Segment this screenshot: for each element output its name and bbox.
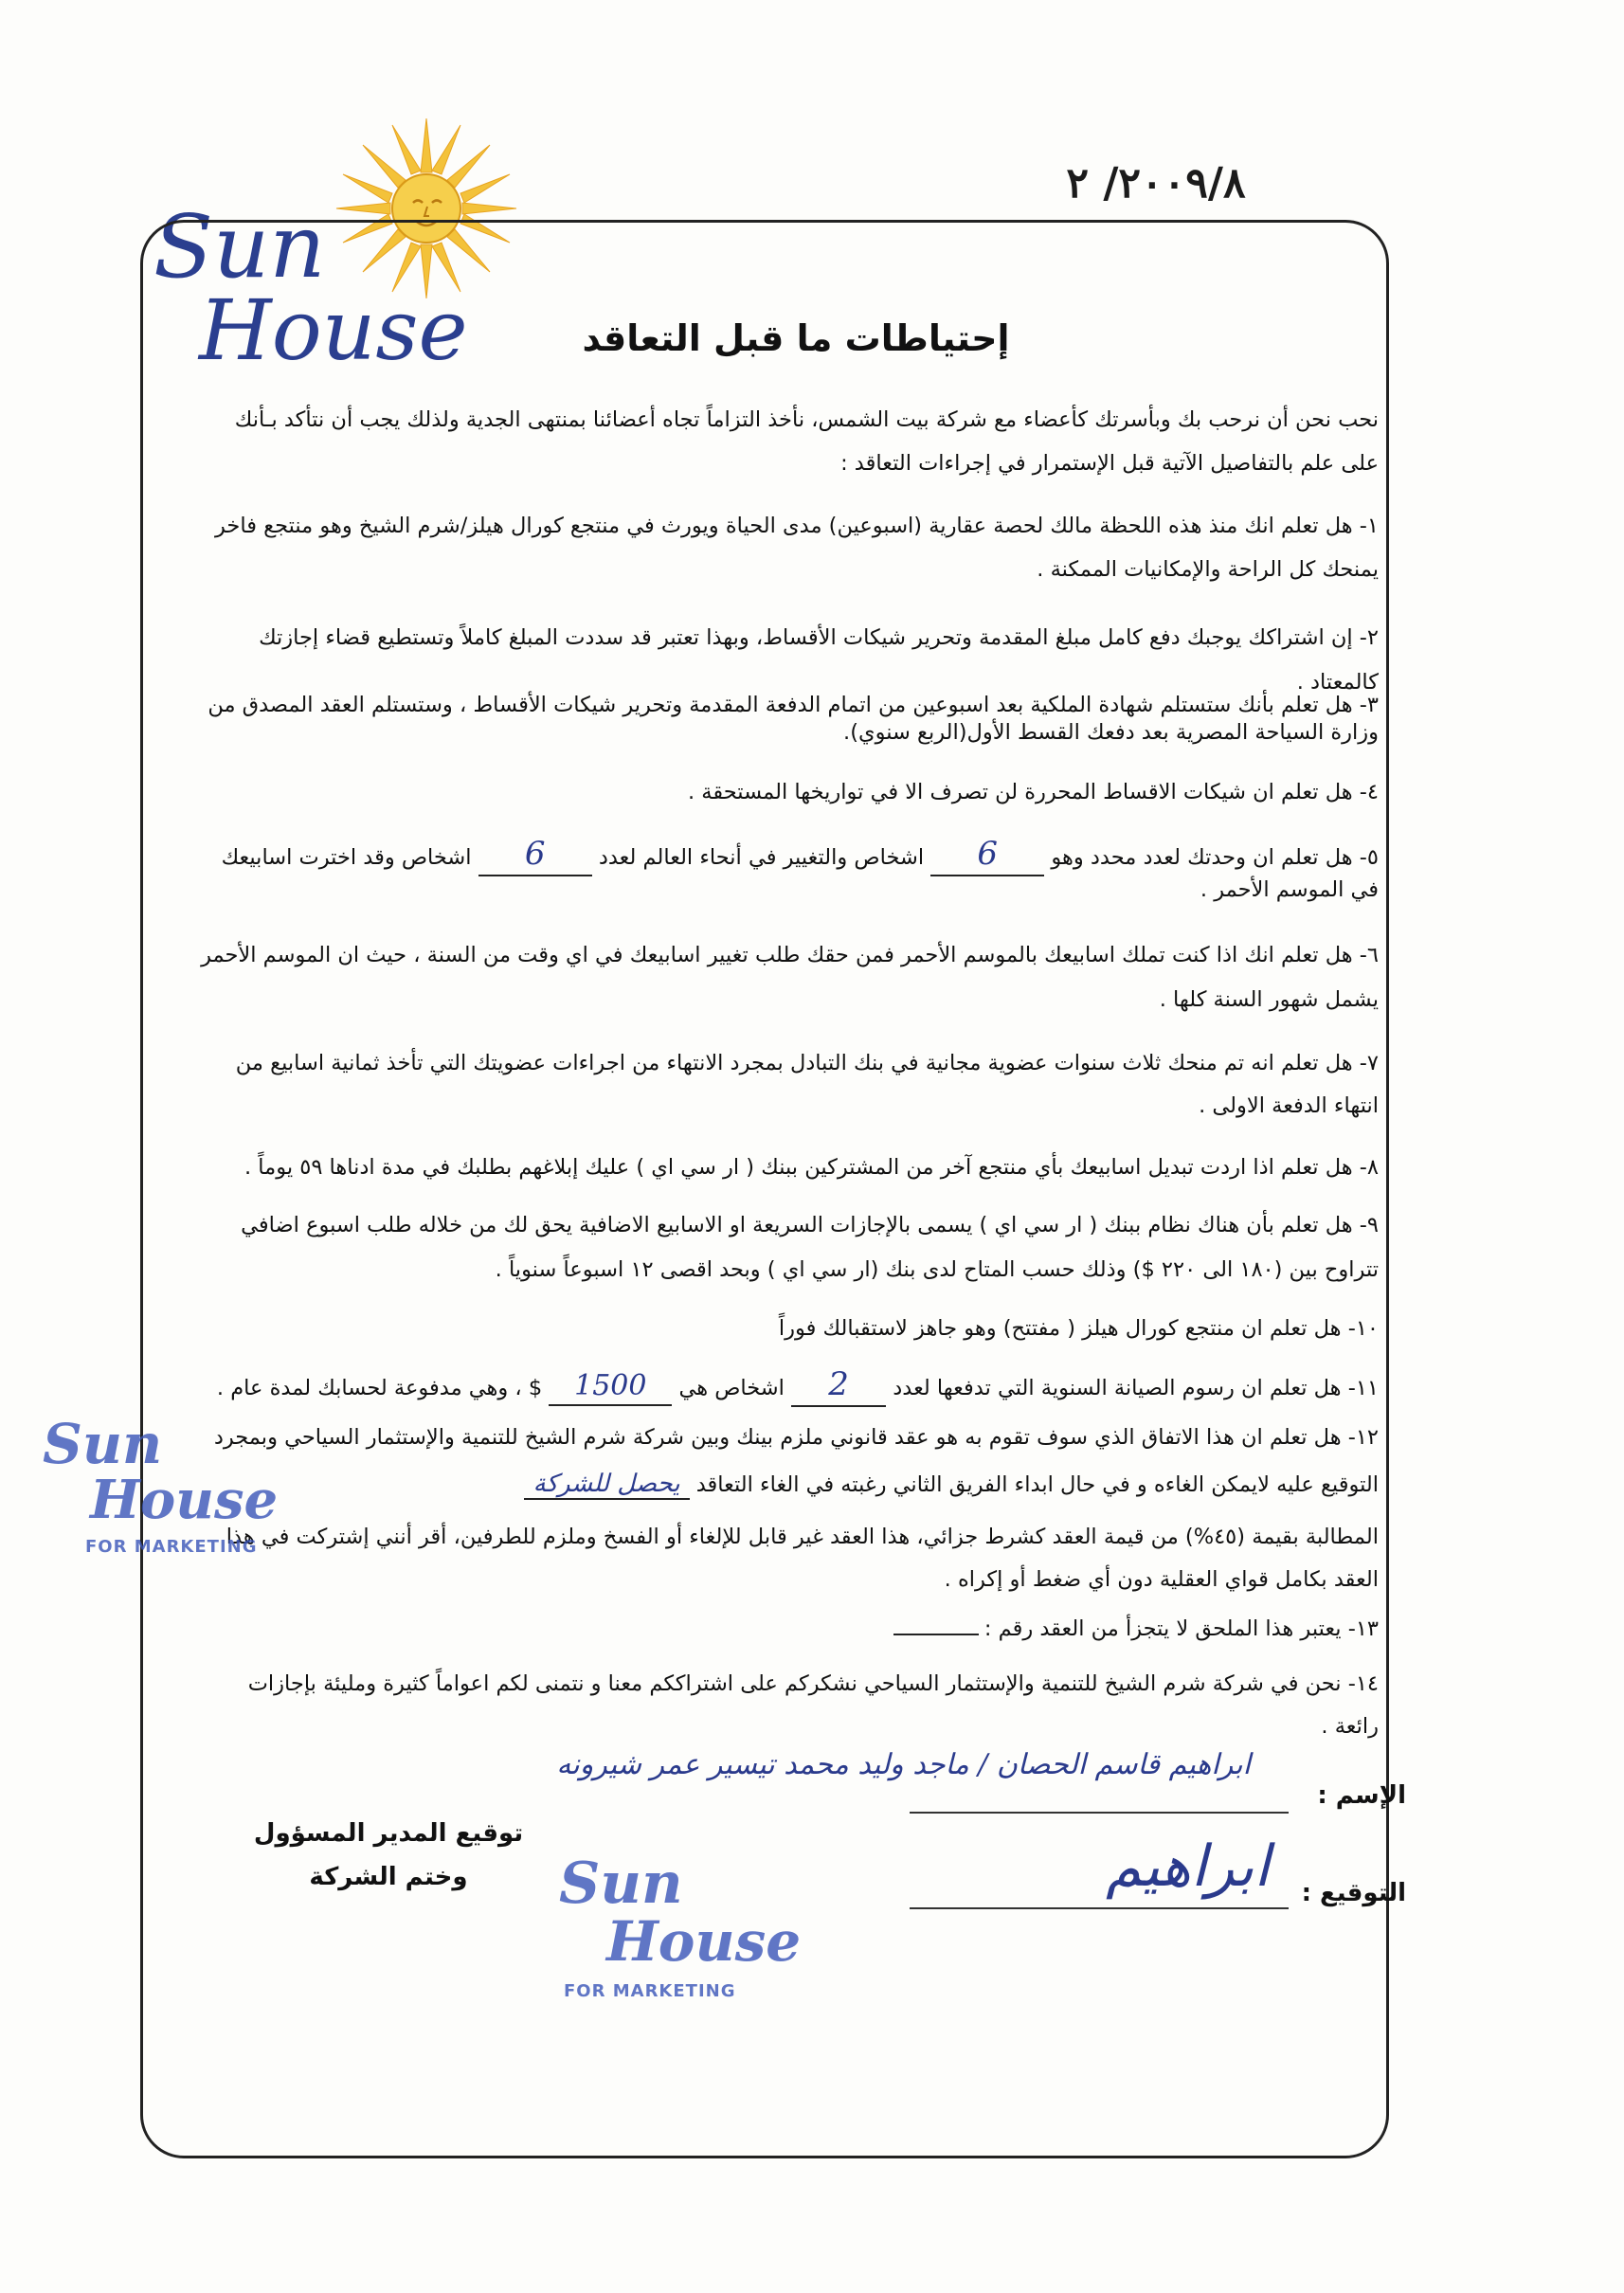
company-stamp-left xyxy=(33,1402,317,1563)
names-handwritten: ابراهيم قاسم الحصان / ماجد وليد محمد تيسير عمر شيرونه xyxy=(556,1748,1251,1781)
signature-line xyxy=(910,1907,1289,1909)
contract-number-blank xyxy=(893,1634,979,1635)
persons-handwritten-1: 6 xyxy=(930,834,1044,876)
company-stamp-bottom xyxy=(550,1843,853,2013)
fee-persons-handwritten: 2 xyxy=(791,1364,886,1407)
item-10: ١٠- هل تعلم ان منتجع كورال هيلز ( مفتتح) وهو جاهز لاستقبالك فوراً xyxy=(778,1316,1379,1341)
intro-paragraph: نحب نحن أن نرحب بك وبأسرتك كأعضاء مع شركة بيت الشمس، نأخذ التزاماً تجاه أعضائنا بمنتهى الجدية ولذلك يجب أن نتأكد بـأنك على علم بالتفاصيل الآتية قبل الإستمرار في إجراءات التعاقد : xyxy=(234,407,1379,477)
manager-signature-label: توقيع المدير المسؤول xyxy=(253,1819,524,1848)
stamp-word-house: House xyxy=(90,1469,279,1531)
item-13: ١٣- يعتبر هذا الملحق لا يتجزأ من العقد رقم : xyxy=(199,1616,1379,1642)
stamp-word-house: House xyxy=(606,1909,802,1974)
item-4: ٤- هل تعلم ان شيكات الاقساط المحررة لن تصرف الا في تواريخها المستحقة . xyxy=(688,780,1379,804)
item-12: ١٢- هل تعلم ان هذا الاتفاق الذي سوف تقوم به هو عقد قانوني ملزم بينك وبين شركة شرم الشيخ للتنمية والإستثمار السياحي وبمجرد التوقيع عليه لايمكن الغاءه و في حال ابداء الفريق الثاني رغبته في الغاء التعاقد يحصل للشركة xyxy=(213,1425,1379,1498)
logo-word-sun: Sun xyxy=(153,196,326,298)
item-7: ٧- هل تعلم انه تم منحك ثلاث سنوات عضوية مجانية في بنك التبادل بمجرد الانتهاء من اجراءات عضويتك التي تأخذ ثمانية اسابيع من انتهاء الدفعة الاولى . xyxy=(235,1051,1379,1118)
stamp-subtitle: FOR MARKETING xyxy=(564,1981,736,2001)
stamp-word-sun: Sun xyxy=(559,1851,683,1917)
fee-amount-handwritten: 1500 xyxy=(549,1368,672,1406)
name-line xyxy=(910,1812,1289,1814)
logo-word-house: House xyxy=(199,281,468,379)
persons-handwritten-2: 6 xyxy=(478,834,592,876)
stamp-word-sun: Sun xyxy=(43,1412,163,1476)
item-6: ٦- هل تعلم انك اذا كنت تملك اسابيعك بالموسم الأحمر فمن حقك طلب تغيير اسابيعك في اي وقت من السنة ، حيث ان الموسم الأحمر يشمل شهور السنة كلها . xyxy=(201,943,1379,1013)
item-14: ١٤- نحن في شركة شرم الشيخ للتنمية والإستثمار السياحي نشكركم على اشتراككم معنا و نتمنى لكم اعواماً كثيرة ومليئة بإجازات رائعة . xyxy=(247,1671,1379,1739)
item-2: ٢- إن اشتراكك يوجبك دفع كامل مبلغ المقدمة وتحرير شيكات الأقساط، وبهذا تعتبر قد سددت المبلغ كاملاً وتستطيع قضاء إجازتك كالمعتاد . xyxy=(259,625,1379,695)
stamp-subtitle: FOR MARKETING xyxy=(85,1537,258,1557)
company-stamp-label: وختم الشركة xyxy=(309,1863,468,1891)
item-3: ٣- هل تعلم بأنك ستستلم شهادة الملكية بعد اسبوعين من اتمام الدفعة المقدمة وتحرير شيكات الأقساط ، وستستلم العقد المصدق من وزارة السياحة المصرية بعد دفعك القسط الأول(الربع سنوي). xyxy=(208,693,1379,746)
signature-label: التوقيع : xyxy=(1301,1879,1406,1907)
item-12-continued: المطالبة بقيمة (٤٥%) من قيمة العقد كشرط جزائي، هذا العقد غير قابل للإلغاء أو الفسخ وملزم للطرفين، أقر أنني إشتركت في هذا العقد بكامل قواي العقلية دون أي ضغط أو إكراه . xyxy=(226,1525,1379,1592)
cancel-note-handwritten: يحصل للشركة xyxy=(524,1470,690,1500)
date-handwritten: ٢٠٠٩/٨/ ٢ xyxy=(1066,159,1246,208)
item-1: ١- هل تعلم انك منذ هذه اللحظة مالك لحصة عقارية (اسبوعين) مدى الحياة ويورث في منتجع كورال هيلز/شرم الشيخ وهو منتجع فاخر يمنحك كل الراحة والإمكانيات الممكنة . xyxy=(215,514,1379,583)
signature-handwritten: ابراهيم xyxy=(1106,1833,1270,1900)
item-8: ٨- هل تعلم اذا اردت تبديل اسابيعك بأي منتجع آخر من المشتركين ببنك ( ار سي اي ) عليك إبلاغهم بطلبك في مدة ادناها ٥٩ يوماً . xyxy=(244,1155,1379,1180)
name-label: الإسم : xyxy=(1317,1781,1406,1810)
document-title: إحتياطات ما قبل التعاقد xyxy=(582,317,1010,359)
item-9: ٩- هل تعلم بأن هناك نظام ببنك ( ار سي اي ) يسمى بالإجازات السريعة او الاسابيع الاضافية يحق لك من خلاله طلب اسبوع اضافي تتراوح بين (١٨٠ الى ٢٢٠ $) وذلك حسب المتاح لدى بنك (ار سي اي ) وبحد اقصى ١٢ اسبوعاً سنوياً . xyxy=(241,1213,1379,1283)
item-5: ٥- هل تعلم ان وحدتك لعدد محدد وهو 6 اشخاص والتغيير في أنحاء العالم لعدد 6 اشخاص وقد اخترت اسابيعك في الموسم الأحمر . xyxy=(221,835,1379,902)
item-11: ١١- هل تعلم ان رسوم الصيانة السنوية التي تدفعها لعدد 2 اشخاص هي 1500 $ ، وهي مدفوعة لحسابك لمدة عام . xyxy=(199,1364,1379,1407)
